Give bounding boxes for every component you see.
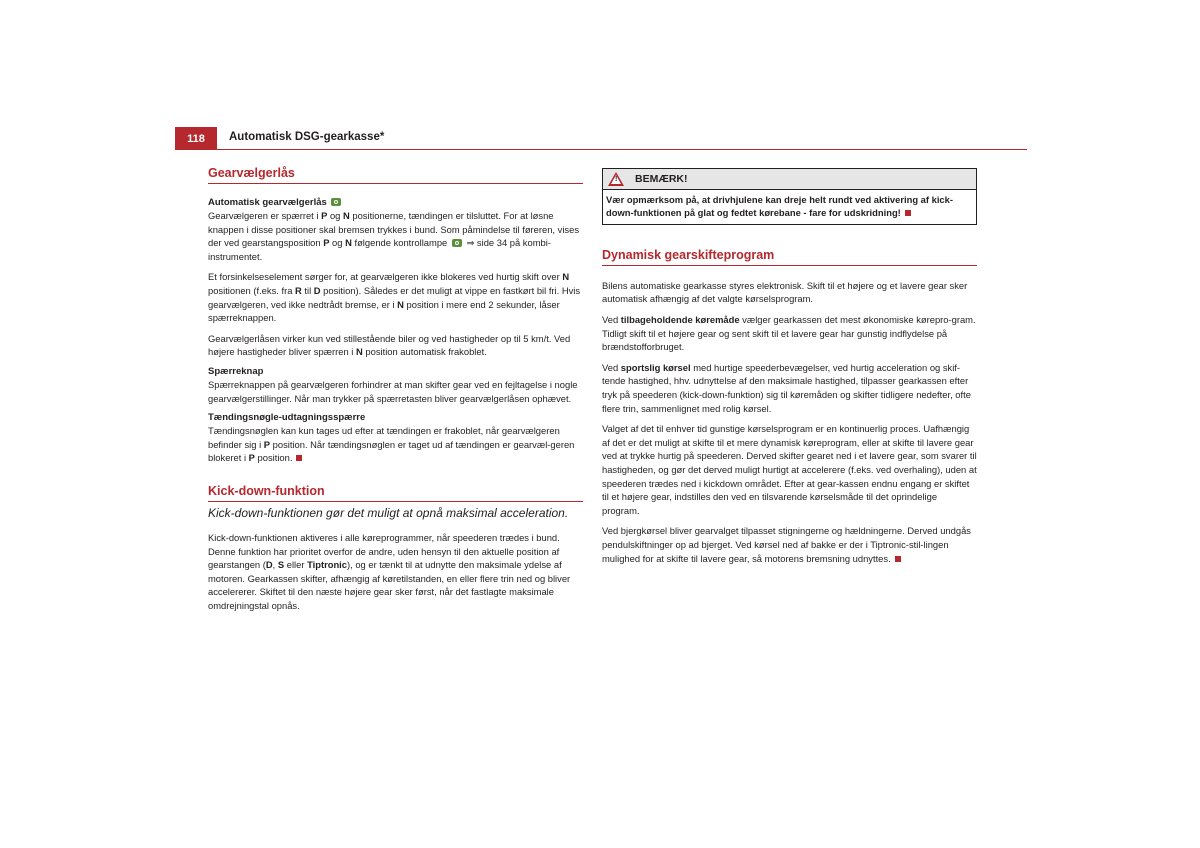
- section-title-gearlock: Gearvælgerlås: [208, 163, 583, 184]
- text-bold: tilbageholdende køremåde: [620, 314, 740, 325]
- paragraph: Bilens automatiske gearkasse styres elektronisk. Skift til et højere og et lavere gear sker automatisk afhængig af det valgte kørselsprogram.: [602, 279, 968, 305]
- paragraph: [208, 531, 583, 613]
- text: til: [301, 284, 314, 296]
- paragraph: Valget af det til enhver tid gunstige kørselsprogram er en kontinuerlig proces. Uafhængig af det er det muligt at skifte til et mere dynamisk køreprogram, eller at skifte til lavere gear ved at trykke hurtig på speederen. Derved skifter gearet ned i et lavere gear, som svarer til hastigheden, og gør det derved muligt hurtigt at accelerere (f.eks. ved overhaling), uden at speederen trædes ned i kickdown området. Efter at gear-kassen endnu engang er skiftet til et højere gear, indstilles den ved en tilsvarende kørselsmåde til det oprindelige program.: [602, 423, 977, 516]
- text: Ved bjergkørsel bliver gearvalget tilpasset stigningerne og hældningerne. Derved undgås pendulskiftninger op ad bjerget. Ved kørsel ned af bakke er der i Tiptronic-stil-lingen mulighed for at skifte til lavere gear, så motorens bremsning udnyttes.: [602, 525, 971, 564]
- paragraph: [208, 209, 583, 263]
- note-text: Vær opmærksom på, at drivhjulene kan dreje helt rundt ved aktivering af kick-down-funktionen på glat og fedtet kørebane - fare for udskridning!: [606, 194, 953, 219]
- text: position.: [254, 452, 293, 464]
- text-bold: D: [313, 284, 321, 296]
- subheading-key-lock: Tændingsnøgle-udtagningsspærre: [208, 412, 366, 424]
- text-bold: P: [321, 210, 328, 221]
- text-bold: N: [356, 346, 363, 358]
- text: positionerne, tændingen er tilsluttet. For at løsne knappen i disse positioner skal bremsen trykkes i bund. Som påmindelse til føreren, vises der ved gearstangsposition: [208, 210, 580, 249]
- text: Ved: [602, 361, 621, 373]
- text: Ved: [602, 314, 621, 325]
- right-column: [602, 163, 977, 572]
- paragraph: Spærreknappen på gearvælgeren forhindrer at man skifter gear ved en fejltagelse i nogle gearvælgerstillinger. Når man trykker på spærretasten bliver gearvælgerlåsen ophævet.: [208, 378, 578, 404]
- text: Tændingsnøglen kan kun tages ud efter at tændingen er frakoblet, når gearvælgeren befinder sig i: [208, 425, 560, 450]
- text: følgende kontrollampe: [351, 237, 450, 249]
- text: position). Således er det muligt at vippe en fastkørt bil fri. Hvis gearvælgeren, ved ikke nedtrådt bremse, er i: [208, 284, 581, 310]
- text-bold: S: [277, 559, 285, 571]
- end-mark-icon: [296, 455, 302, 461]
- text-bold: N: [397, 298, 404, 310]
- text: position i mere end 2 sekunder, låser spærreknappen.: [208, 298, 560, 324]
- control-lamp-icon: [331, 198, 341, 206]
- text: Kick-down-funktionen aktiveres i alle køreprogrammer, når speederen trædes i bund. Denne funktion har prioritet overfor de andre, uden hensyn til den aktuelle position af gearstangen (: [208, 531, 560, 571]
- text-bold: P: [323, 237, 330, 249]
- subheading-text: Automatisk gearvælgerlås: [208, 197, 327, 208]
- text-bold: N: [345, 237, 352, 249]
- paragraph: [208, 332, 583, 359]
- text: position. Når tændingsnøglen er taget ud af tændingen er gearvæl-geren blokeret i: [208, 438, 575, 464]
- note-title: BEMÆRK!: [635, 173, 688, 185]
- note-box: [602, 168, 977, 225]
- chapter-title: Automatisk DSG-gearkasse*: [229, 131, 385, 143]
- text: ), og er tænkt til at udnytte den maksimale ydelse af motoren. Gearkassen skifter, afhængig af køretilstanden, en eller flere trin ned og bliver accelererer. Skiftet til den næste højere gear sker først, når det fastlagte maksimale omdrejningstal opnås.: [208, 559, 571, 611]
- text: Et forsinkelseselement sørger for, at gearvælgeren ikke blokeres ved hurtig skift over: [208, 271, 563, 283]
- paragraph: [208, 424, 583, 465]
- paragraph: [602, 361, 977, 415]
- page-number: 118: [175, 127, 217, 149]
- page-header: [175, 127, 1027, 150]
- text-bold: N: [342, 210, 350, 221]
- paragraph: [602, 524, 977, 565]
- text-bold: P: [248, 452, 255, 464]
- lead-text: Kick-down-funktionen gør det muligt at opnå maksimal acceleration.: [208, 505, 569, 520]
- left-column: [208, 163, 583, 619]
- subheading-auto-lock: [208, 197, 583, 208]
- section-title-kickdown: Kick-down-funktion: [208, 481, 583, 502]
- text: Gearvælgeren er spærret i: [208, 210, 322, 221]
- text: og: [329, 237, 346, 249]
- note-header: [603, 169, 976, 190]
- control-lamp-icon: [452, 239, 462, 247]
- subheading-lock-button: Spærreknap: [208, 365, 264, 377]
- text: vælger gearkassen det mest økonomiske kørepro-gram. Tidligt skift til et højere gear og sent skift til et lavere gear har gunstig indflydelse på brændstofforbruget.: [602, 314, 976, 353]
- page-reference-link[interactable]: ⇒ side 34 på kombi-instrumentet.: [208, 237, 551, 262]
- exclamation-icon: !: [615, 176, 618, 183]
- text: ,: [272, 559, 278, 571]
- text-bold: P: [263, 438, 271, 450]
- text-bold: R: [295, 284, 302, 296]
- text: med hurtige speederbevægelser, ved hurtig acceleration og skif-tende hastighed, hhv. udnyttelse af den maksimale hastighed, tilpasser gearkassen efter tryk på speederen (kick-down-funktion) sig til køremåden og skifter tidligere nedefter, ofte flere trin, sammenlignet med rolig kørsel.: [602, 361, 971, 414]
- end-mark-icon: [895, 556, 901, 562]
- end-mark-icon: [905, 210, 911, 216]
- text-bold: N: [562, 271, 570, 283]
- paragraph: [602, 313, 977, 354]
- text: og: [327, 210, 343, 221]
- text-bold: D: [265, 559, 273, 571]
- text-bold: sportslig kørsel: [620, 361, 691, 373]
- text: positionen (f.eks. fra: [208, 284, 296, 296]
- text: position automatisk frakoblet.: [362, 346, 487, 358]
- note-body: [603, 190, 976, 224]
- text: eller: [284, 559, 308, 571]
- text: Gearvælgerlåsen virker kun ved stillestående biler og ved hastigheder op til 5 km/t. Ved højere hastigheder bliver spærren i: [208, 332, 571, 358]
- paragraph: [208, 270, 583, 324]
- text-bold: Tiptronic: [307, 559, 347, 571]
- section-title-dynamic: Dynamisk gearskifteprogram: [602, 245, 977, 266]
